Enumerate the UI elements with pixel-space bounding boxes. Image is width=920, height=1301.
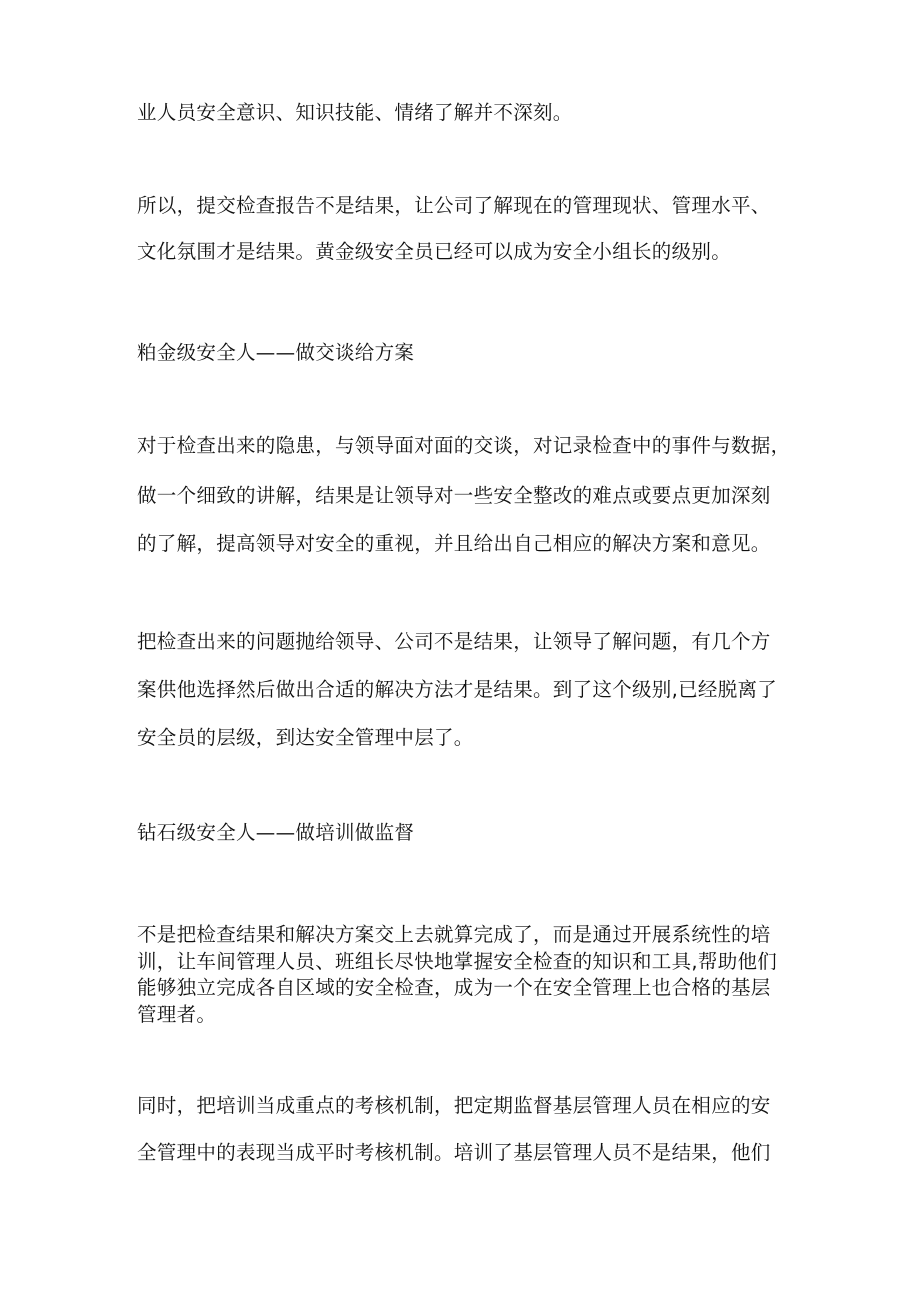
section-heading-platinum: 粕金级安全人——做交谈给方案 xyxy=(137,341,415,364)
paragraph-line: 对于检查出来的隐患，与领导面对面的交谈，对记录检查中的事件与数据， xyxy=(137,434,791,457)
paragraph-line: 训，让车间管理人员、班组长尽快地掌握安全检查的知识和工具,帮助他们 xyxy=(137,950,778,973)
section-heading-diamond: 钻石级安全人——做培训做监督 xyxy=(137,821,415,844)
paragraph-line: 同时，把培训当成重点的考核机制，把定期监督基层管理人员在相应的安 xyxy=(137,1094,771,1117)
paragraph-line: 能够独立完成各自区域的安全检查，成为一个在安全管理上也合格的基层 xyxy=(137,976,771,999)
paragraph-line: 所以，提交检查报告不是结果，让公司了解现在的管理现状、管理水平、 xyxy=(137,194,771,217)
paragraph-line: 把检查出来的问题抛给领导、公司不是结果，让领导了解问题，有几个方 xyxy=(137,630,771,653)
paragraph-line: 做一个细致的讲解，结果是让领导对一些安全整改的难点或要点更加深刻 xyxy=(137,484,771,507)
paragraph-line: 安全员的层级，到达安全管理中层了。 xyxy=(137,726,474,749)
paragraph-line: 文化氛围才是结果。黄金级安全员已经可以成为安全小组长的级别。 xyxy=(137,240,732,263)
paragraph-line: 不是把检查结果和解决方案交上去就算完成了，而是通过开展系统性的培 xyxy=(137,923,771,946)
paragraph-line: 管理者。 xyxy=(137,1003,217,1026)
paragraph-line: 案供他选择然后做出合适的解决方法才是结果。到了这个级别,已经脱离了 xyxy=(137,678,778,701)
paragraph-line: 的了解，提高领导对安全的重视，并且给出自己相应的解决方案和意见。 xyxy=(137,532,771,555)
paragraph-line: 全管理中的表现当成平时考核机制。培训了基层管理人员不是结果，他们 xyxy=(137,1141,771,1164)
paragraph-line: 业人员安全意识、知识技能、情绪了解并不深刻。 xyxy=(137,101,573,124)
